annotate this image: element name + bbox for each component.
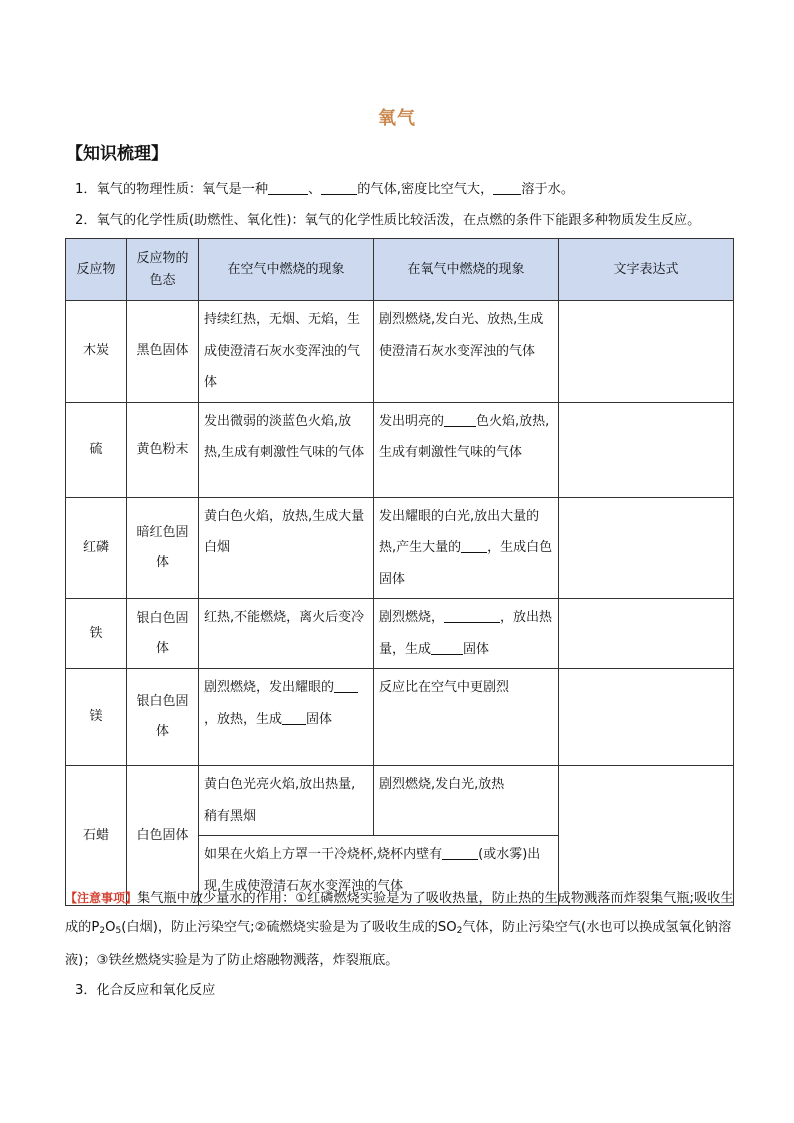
fill-blank[interactable] — [493, 181, 521, 195]
cell-state: 白色固体 — [127, 766, 199, 906]
header-expression: 文字表达式 — [559, 239, 734, 301]
header-air: 在空气中燃烧的现象 — [199, 239, 374, 301]
combustion-table — [65, 238, 734, 906]
cell-text: ，放出热量，生成 — [379, 610, 553, 657]
cell-text: 剧烈燃烧， — [379, 610, 445, 625]
fill-blank[interactable] — [268, 181, 308, 195]
p1-separator: 、 — [308, 182, 322, 197]
p1-middle: 的气体,密度比空气大， — [357, 182, 494, 197]
cell-oxygen-phenomenon: 反应比在空气中更剧烈 — [374, 669, 559, 766]
table-row — [66, 599, 734, 669]
cell-oxygen-phenomenon: 剧烈燃烧,发白光,放热 — [374, 766, 559, 836]
cell-air-phenomenon — [199, 669, 374, 766]
cell-state: 黑色固体 — [127, 301, 199, 403]
fill-blank[interactable] — [444, 413, 476, 427]
note-paragraph — [65, 884, 735, 975]
subscript: 2 — [99, 926, 106, 936]
table-row — [66, 301, 734, 403]
fill-blank[interactable] — [431, 641, 463, 655]
header-oxygen: 在氧气中燃烧的现象 — [374, 239, 559, 301]
cell-oxygen-phenomenon: 剧烈燃烧,发白光、放热,生成使澄清石灰水变浑浊的气体 — [374, 301, 559, 403]
p1-prefix: 1．氧气的物理性质：氧气是一种 — [75, 182, 269, 197]
table-row — [66, 497, 734, 599]
cell-state: 银白色固体 — [127, 599, 199, 669]
note-text: 集气瓶中放少量水的作用：①红磷燃烧实验是为了吸收热量，防止热的生成物溅落而炸裂集气瓶;吸收生成的P — [65, 891, 734, 935]
fill-blank[interactable] — [321, 181, 357, 195]
cell-reactant: 硫 — [66, 402, 127, 497]
note-text: 气体，防止污染空气(水也可以换成氢氧化钠溶液)；③铁丝燃烧实验是为了防止熔融物溅落，炸裂瓶底。 — [65, 920, 732, 968]
cell-expression[interactable] — [559, 301, 734, 403]
cell-text: 色火焰,放热,生成有刺激性气味的气体 — [379, 413, 550, 460]
table-row — [66, 669, 734, 766]
cell-expression[interactable] — [559, 402, 734, 497]
cell-text: (或水雾)出现,生成使澄清石灰水变浑浊的气体 — [204, 847, 541, 894]
cell-air-phenomenon: 黄白色光亮火焰,放出热量,稍有黑烟 — [199, 766, 374, 836]
section-3-heading: 3．化合反应和氧化反应 — [75, 983, 216, 998]
table-header-row — [66, 239, 734, 301]
cell-text: 如果在火焰上方罩一干冷烧杯,烧杯内壁有 — [204, 847, 443, 862]
cell-state: 银白色固体 — [127, 669, 199, 766]
cell-text: 发出耀眼的白光,放出大量的热,产生大量的 — [379, 508, 540, 555]
fill-blank[interactable] — [461, 539, 487, 553]
cell-text: ，放热，生成 — [204, 711, 283, 727]
cell-expression[interactable] — [559, 497, 734, 599]
cell-text: ，生成白色固体 — [379, 540, 553, 587]
cell-expression[interactable] — [559, 669, 734, 766]
fill-blank[interactable] — [334, 679, 358, 693]
fill-blank[interactable] — [444, 609, 500, 623]
cell-oxygen-phenomenon — [374, 599, 559, 669]
fill-blank[interactable] — [282, 711, 306, 725]
cell-air-phenomenon: 黄白色火焰，放热,生成大量白烟 — [199, 497, 374, 599]
fill-blank[interactable] — [442, 846, 478, 860]
cell-reactant: 铁 — [66, 599, 127, 669]
table-row — [66, 766, 734, 836]
note-text: (白烟)，防止污染空气;②硫燃烧实验是为了吸收生成的SO — [121, 920, 457, 935]
note-text: O — [105, 920, 116, 935]
cell-oxygen-phenomenon — [374, 402, 559, 497]
cell-text: 固体 — [306, 711, 333, 727]
paragraph-chemical-properties: 2．氧气的化学性质(助燃性、氧化性)：氧气的化学性质比较活泼，在点燃的条件下能跟多种物质发生反应。 — [75, 213, 701, 228]
header-reactant: 反应物 — [66, 239, 127, 301]
cell-reactant: 石蜡 — [66, 766, 127, 906]
table-row — [66, 402, 734, 497]
cell-expression[interactable] — [559, 599, 734, 669]
subscript: 2 — [456, 926, 463, 936]
cell-state: 暗红色固体 — [127, 497, 199, 599]
cell-text: 发出明亮的 — [379, 413, 445, 429]
cell-reactant: 镁 — [66, 669, 127, 766]
section-heading: 【知识梳理】 — [66, 144, 168, 164]
cell-reactant: 红磷 — [66, 497, 127, 599]
p1-end: 溶于水。 — [521, 182, 575, 197]
cell-state: 黄色粉末 — [127, 402, 199, 497]
cell-text: 剧烈燃烧，发出耀眼的 — [204, 680, 335, 695]
header-state: 反应物的色态 — [127, 239, 199, 301]
cell-oxygen-phenomenon — [374, 497, 559, 599]
cell-air-phenomenon: 持续红热，无烟、无焰，生成使澄清石灰水变浑浊的气体 — [199, 301, 374, 403]
subscript: 5 — [115, 926, 122, 936]
paragraph-physical-properties — [75, 181, 574, 199]
note-tag: 【注意事项】 — [65, 891, 138, 905]
cell-reactant: 木炭 — [66, 301, 127, 403]
cell-air-phenomenon: 发出微弱的淡蓝色火焰,放热,生成有刺激性气味的气体 — [199, 402, 374, 497]
cell-air-phenomenon: 红热,不能燃烧，离火后变冷 — [199, 599, 374, 669]
page-title: 氧气 — [378, 108, 416, 129]
cell-text: 固体 — [463, 641, 490, 657]
